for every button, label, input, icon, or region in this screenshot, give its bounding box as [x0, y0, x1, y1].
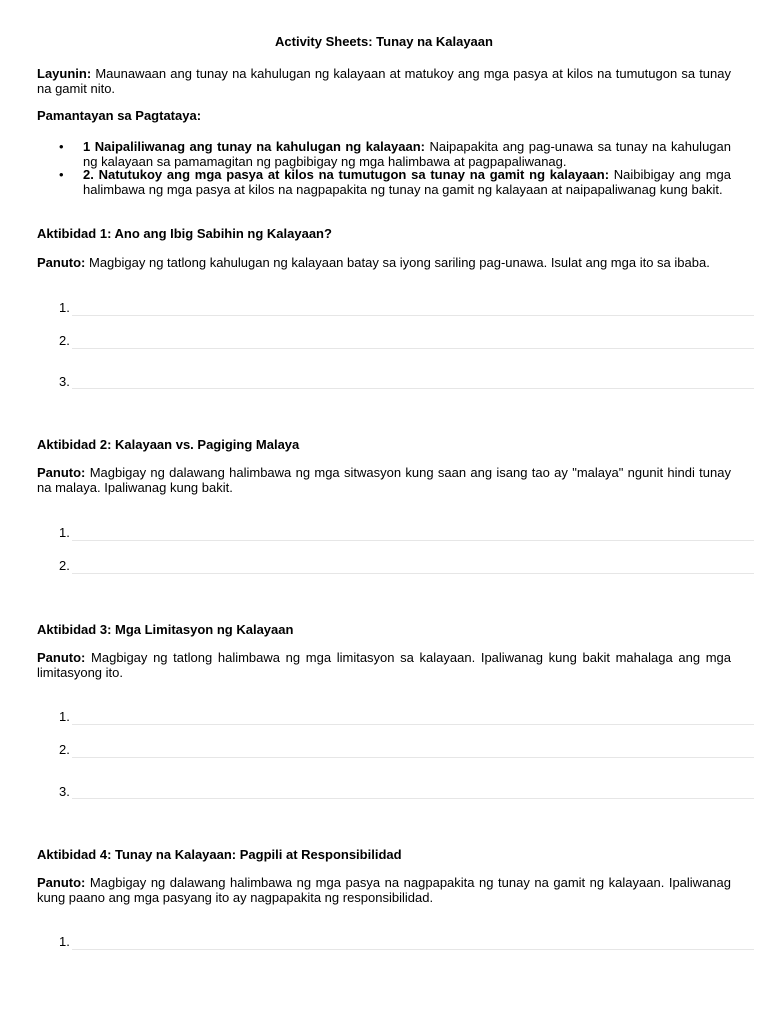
answer-number: 2.: [59, 742, 70, 757]
answer-number: 3.: [59, 784, 70, 799]
answer-number: 1.: [59, 525, 70, 540]
activity-heading: Aktibidad 3: Mga Limitasyon ng Kalayaan: [37, 622, 294, 637]
criteria-item: [83, 167, 731, 197]
layunin-label: Layunin:: [37, 66, 92, 81]
answer-line[interactable]: [72, 388, 754, 389]
answer-line[interactable]: [72, 757, 754, 758]
answer-number: 2.: [59, 333, 70, 348]
activity-heading: Aktibidad 4: Tunay na Kalayaan: Pagpili at Responsibilidad: [37, 847, 402, 862]
activity-heading: Aktibidad 2: Kalayaan vs. Pagiging Malaya: [37, 437, 300, 452]
answer-number: 1.: [59, 934, 70, 949]
answer-line[interactable]: [72, 540, 754, 541]
panuto-label: Panuto:: [37, 255, 86, 270]
answer-line[interactable]: [72, 949, 754, 950]
answer-number: 1.: [59, 709, 70, 724]
answer-line[interactable]: [72, 348, 754, 349]
panuto-text: Magbigay ng tatlong halimbawa ng mga limitasyon sa kalayaan. Ipaliwanag kung bakit mahalaga ang mga limitasyong ito.: [37, 650, 731, 680]
criteria-text: Naipapakita ang pag-unawa sa tunay na kahulugan ng kalayaan sa pamamagitan ng pagbibigay ng mga halimbawa at pagpapaliwanag.: [83, 139, 731, 169]
pamantayan-heading: Pamantayan sa Pagtataya:: [37, 108, 202, 123]
answer-line[interactable]: [72, 315, 754, 316]
criteria-label: 1 Naipaliliwanag ang tunay na kahulugan ng kalayaan:: [83, 139, 425, 154]
panuto-text: Magbigay ng dalawang halimbawa ng mga sitwasyon kung saan ang isang tao ay "malaya" ngunit hindi tunay na malaya. Ipaliwanag kung bakit.: [37, 465, 731, 495]
activity-instruction: [37, 465, 731, 495]
panuto-label: Panuto:: [37, 650, 86, 665]
panuto-text: Magbigay ng tatlong kahulugan ng kalayaan batay sa iyong sariling pag-unawa. Isulat ang mga ito sa ibaba.: [85, 255, 710, 270]
panuto-label: Panuto:: [37, 875, 86, 890]
layunin-paragraph: [37, 66, 731, 96]
answer-line[interactable]: [72, 573, 754, 574]
answer-number: 3.: [59, 374, 70, 389]
answer-number: 1.: [59, 300, 70, 315]
panuto-label: Panuto:: [37, 465, 86, 480]
activity-instruction: [37, 255, 731, 270]
activity-heading: Aktibidad 1: Ano ang Ibig Sabihin ng Kalayaan?: [37, 226, 332, 241]
layunin-text: Maunawaan ang tunay na kahulugan ng kalayaan at matukoy ang mga pasya at kilos na tumutugon sa tunay na gamit nito.: [37, 66, 731, 96]
bullet-icon: •: [59, 139, 64, 154]
answer-line[interactable]: [72, 724, 754, 725]
activity-instruction: [37, 875, 731, 905]
answer-line[interactable]: [72, 798, 754, 799]
criteria-label: 2. Natutukoy ang mga pasya at kilos na tumutugon sa tunay na gamit ng kalayaan:: [83, 167, 610, 182]
criteria-text: Naibibigay ang mga halimbawa ng mga pasya at kilos na nagpapakita ng tunay na gamit ng kalayaan at naipapaliwanag kung bakit.: [83, 167, 731, 197]
page-title: Activity Sheets: Tunay na Kalayaan: [275, 34, 493, 49]
activity-instruction: [37, 650, 731, 680]
criteria-item: [83, 139, 731, 169]
panuto-text: Magbigay ng dalawang halimbawa ng mga pasya na nagpapakita ng tunay na gamit ng kalayaan. Ipaliwanag kung paano ang mga pasyang ito ay nagpapakita ng responsibilidad.: [37, 875, 731, 905]
answer-number: 2.: [59, 558, 70, 573]
bullet-icon: •: [59, 167, 64, 182]
